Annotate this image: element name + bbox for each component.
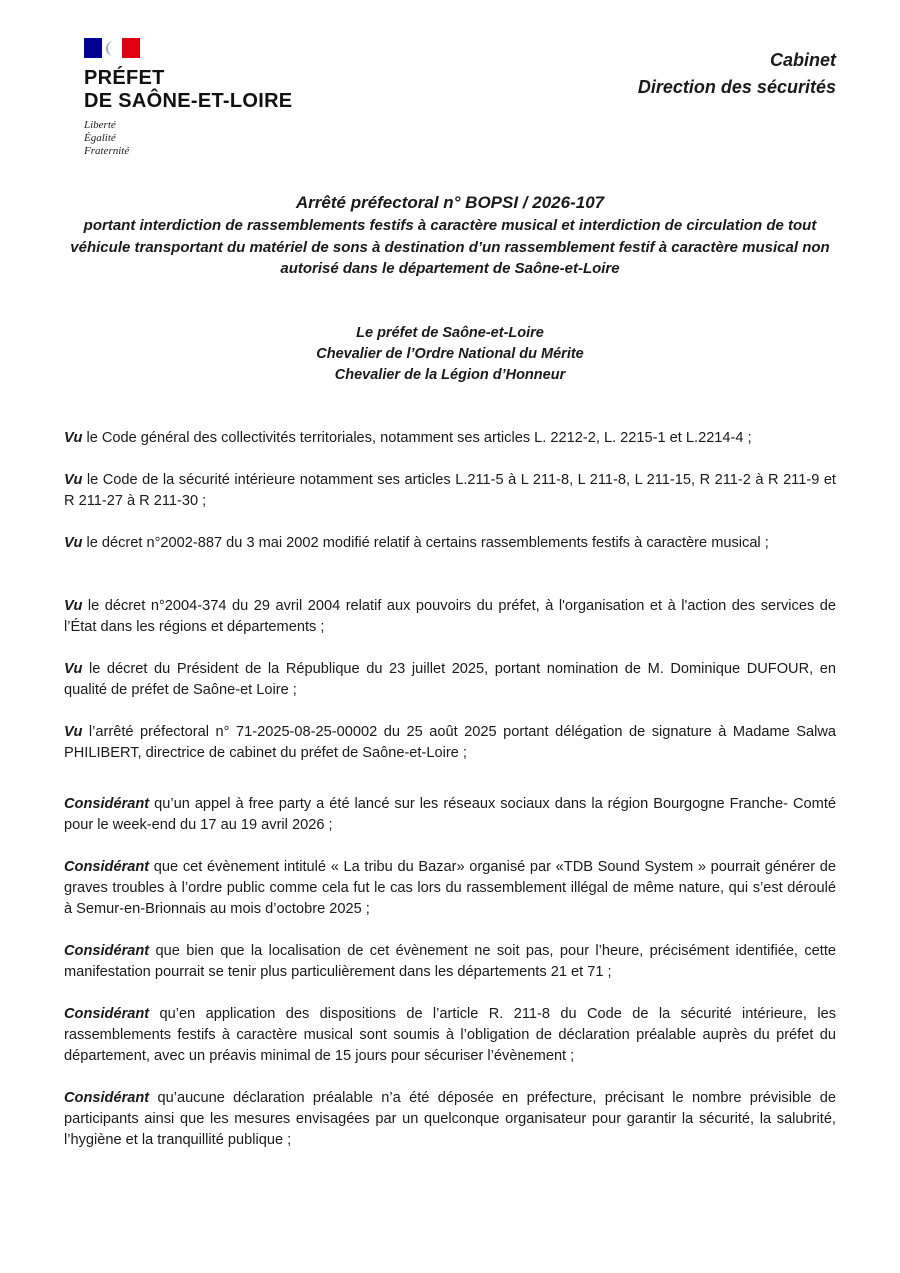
flag-red-band — [122, 38, 140, 58]
prefecture-logo — [84, 38, 292, 158]
considerant-text: que bien que la localisation de cet évènement ne soit pas, pour l’heure, précisément identifiée, cette manifestation pourrait se tenir plus particulièrement dans les départements 21 et 71 ; — [64, 943, 836, 980]
issuing-service — [638, 47, 836, 101]
organization-name — [84, 67, 292, 113]
marianne-flag-icon — [84, 38, 140, 58]
decree-number: Arrêté préfectoral n° BOPSI / 2026-107 — [295, 193, 605, 212]
marianne-profile-icon — [106, 41, 124, 56]
considerant-paragraph — [64, 1004, 836, 1067]
org-line-1: PRÉFET — [84, 67, 165, 89]
republic-motto — [84, 119, 292, 158]
visa-text: le décret n°2002-887 du 3 mai 2002 modifié relatif à certains rassemblements festifs à caractère musical ; — [82, 535, 769, 551]
visa-keyword: Vu — [64, 724, 83, 740]
decree-title — [64, 191, 836, 280]
visa-keyword: Vu — [64, 472, 83, 488]
considerant-text: qu’en application des dispositions de l’article R. 211-8 du Code de la sécurité intérieure, les rassemblements festifs à caractère musical sont soumis à l’obligation de déclaration préalable auprès du préfet du département, avec un préavis minimal de 15 jours pour sécuriser l’évènement ; — [64, 1006, 836, 1064]
considerant-paragraph — [64, 794, 836, 836]
author-title: Le préfet de Saône-et-Loire — [356, 325, 544, 341]
author-honor-2: Chevalier de la Légion d’Honneur — [334, 367, 566, 383]
visa-text: le Code de la sécurité intérieure notamment ses articles L.211-5 à L 211-8, L 211-8, L 211-15, R 211-2 à R 211-9 et R 211-27 à R 211-30 ; — [64, 472, 836, 509]
service-cabinet: Cabinet — [769, 50, 836, 70]
considerant-text: que cet évènement intitulé « La tribu du Bazar» organisé par «TDB Sound System » pourrait générer de graves troubles à l’ordre public comme cela fut le cas lors du rassemblement illégal de même nature, qui s’est déroulé à Semur-en-Brionnais au mois d’octobre 2025 ; — [64, 859, 836, 917]
flag-white-band — [102, 38, 122, 58]
visa-keyword: Vu — [64, 430, 83, 446]
visa-keyword: Vu — [64, 598, 83, 614]
author-honor-1: Chevalier de l’Ordre National du Mérite — [316, 346, 584, 362]
considerant-keyword: Considérant — [64, 1006, 150, 1022]
visa-text: le Code général des collectivités territoriales, notamment ses articles L. 2212-2, L. 2215-1 et L.2214-4 ; — [82, 430, 752, 446]
visa-text: le décret n°2004-374 du 29 avril 2004 relatif aux pouvoirs du préfet, à l'organisation et à l'action des services de l’État dans les régions et départements ; — [64, 598, 836, 635]
decree-author — [64, 323, 836, 386]
flag-blue-band — [84, 38, 102, 58]
visa-paragraph — [64, 596, 836, 638]
considerant-keyword: Considérant — [64, 796, 150, 812]
considerant-keyword: Considérant — [64, 943, 150, 959]
visa-text: le décret du Président de la République du 23 juillet 2025, portant nomination de M. Dominique DUFOUR, en qualité de préfet de Saône-et Loire ; — [64, 661, 836, 698]
motto-fraternite: Fraternité — [84, 145, 130, 157]
considerant-paragraph — [64, 1088, 836, 1151]
visa-text: l’arrêté préfectoral n° 71-2025-08-25-00002 du 25 août 2025 portant délégation de signature à Madame Salwa PHILIBERT, directrice de cabinet du préfet de Saône-et-Loire ; — [64, 724, 836, 761]
visa-paragraph — [64, 470, 836, 512]
motto-egalite: Égalité — [84, 132, 116, 144]
org-line-2: DE SAÔNE-ET-LOIRE — [84, 90, 293, 112]
visa-paragraph — [64, 533, 836, 554]
visa-keyword: Vu — [64, 661, 83, 677]
visa-paragraph — [64, 428, 836, 449]
considerant-keyword: Considérant — [64, 1090, 150, 1106]
service-direction: Direction des sécurités — [637, 77, 836, 97]
visa-keyword: Vu — [64, 535, 83, 551]
visa-paragraph — [64, 659, 836, 701]
visa-paragraph — [64, 722, 836, 764]
considerant-paragraph — [64, 941, 836, 983]
decree-subject: portant interdiction de rassemblements festifs à caractère musical et interdiction de circulation de tout véhicule transportant du matériel de sons à destination d’un rassemblement festif à caractère musical non autorisé dans le département de Saône-et-Loire — [70, 217, 830, 277]
considerant-paragraph — [64, 857, 836, 920]
considerant-text: qu’aucune déclaration préalable n’a été déposée en préfecture, précisant le nombre prévisible de participants ainsi que les mesures envisagées par un quelconque organisateur pour garantir la sécurité, la salubrité, l’hygiène et la tranquillité publique ; — [64, 1090, 836, 1148]
considerant-keyword: Considérant — [64, 859, 150, 875]
considerant-text: qu’un appel à free party a été lancé sur les réseaux sociaux dans la région Bourgogne Franche- Comté pour le week-end du 17 au 19 avril 2026 ; — [64, 796, 836, 833]
motto-liberte: Liberté — [84, 119, 116, 131]
